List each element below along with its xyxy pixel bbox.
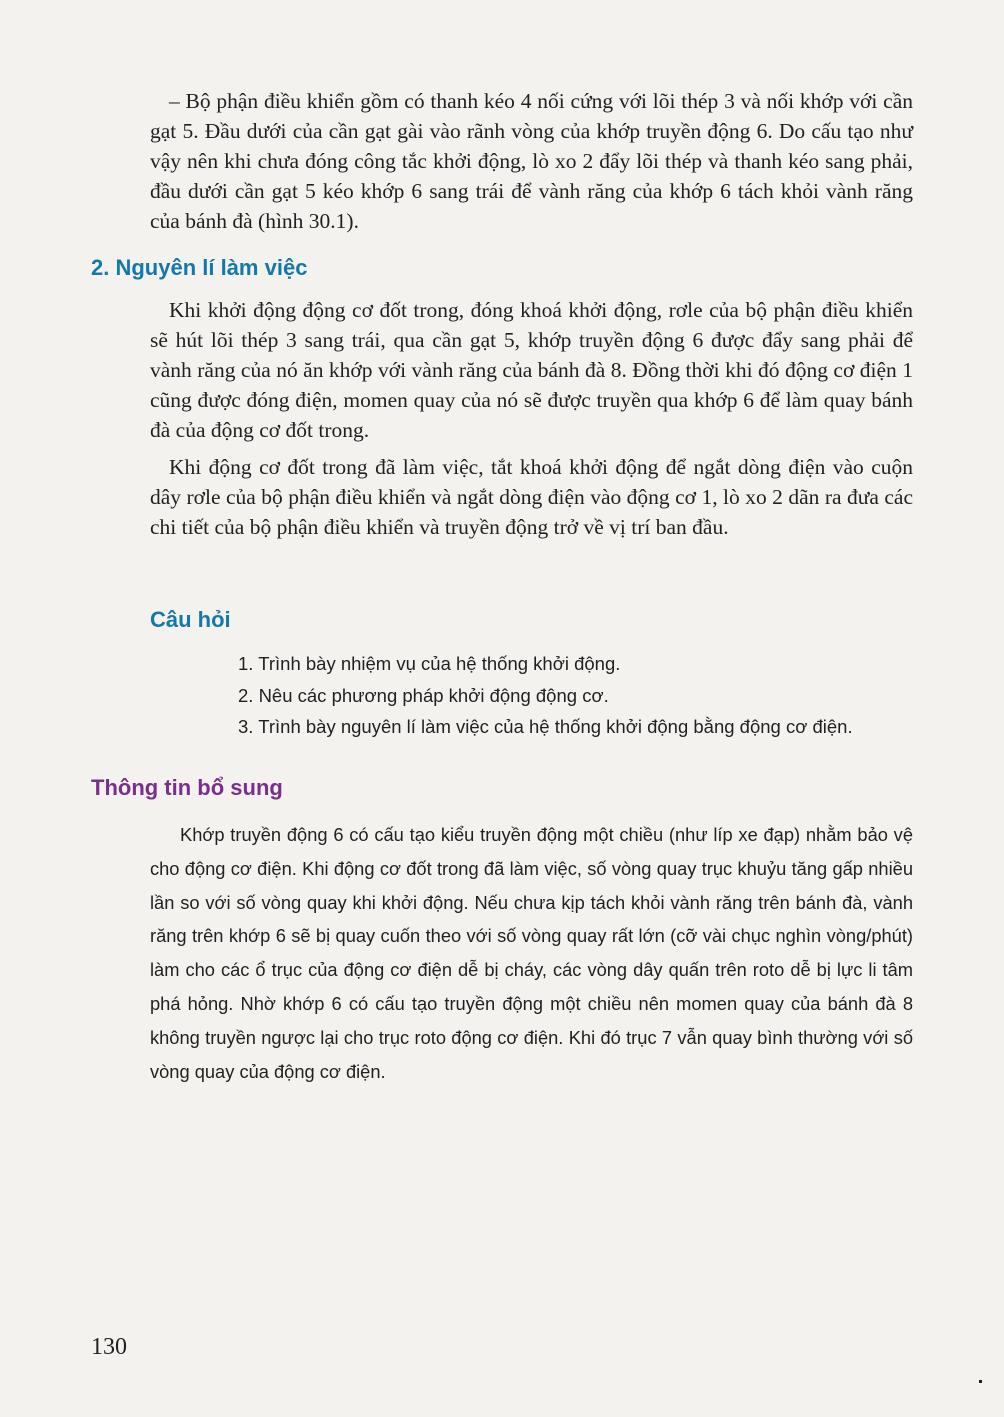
print-mark (979, 1380, 982, 1383)
question-item: 3. Trình bày nguyên lí làm việc của hệ thống khởi động bằng động cơ điện. (238, 716, 853, 737)
intro-paragraph: – Bộ phận điều khiển gồm có thanh kéo 4 nối cứng với lõi thép 3 và nối khớp với cần gạt 5. Đầu dưới của cần gạt gài vào rãnh vòng của khớp truyền động 6. Do cấu tạo như vậy nên khi chưa đóng công tắc khởi động, lò xo 2 đẩy lõi thép và thanh kéo sang phải, đầu dưới cần gạt 5 kéo khớp 6 sang trái để vành răng của khớp 6 tách khỏi vành răng của bánh đà (hình 30.1). (150, 89, 913, 233)
extra-info-paragraph: Khớp truyền động 6 có cấu tạo kiểu truyền động một chiều (như líp xe đạp) nhằm bảo vệ cho động cơ điện. Khi động cơ đốt trong đã làm việc, số vòng quay trục khuỷu tăng gấp nhiều lần so với số vòng quay khi khởi động. Nếu chưa kịp tách khỏi vành răng trên bánh đà, vành răng trên khớp 6 sẽ bị quay cuốn theo với số vòng quay rất lớn (cỡ vài chục nghìn vòng/phút) làm cho các ổ trục của động cơ điện dễ bị cháy, các vòng dây quấn trên roto dễ bị lực li tâm phá hỏng. Nhờ khớp 6 có cấu tạo truyền động một chiều nên momen quay của bánh đà 8 không truyền ngược lại cho trục roto động cơ điện. Khi đó trục 7 vẫn quay bình thường với số vòng quay của động cơ điện. (150, 824, 913, 1082)
question-item: 1. Trình bày nhiệm vụ của hệ thống khởi động. (238, 653, 621, 674)
questions-heading: Câu hỏi (150, 607, 231, 632)
question-item: 2. Nêu các phương pháp khởi động động cơ. (238, 684, 609, 706)
section-paragraph-2: Khi động cơ đốt trong đã làm việc, tắt khoá khởi động để ngắt dòng điện vào cuộn dây rơle của bộ phận điều khiển và ngắt dòng điện vào động cơ 1, lò xo 2 dãn ra đưa các chi tiết của bộ phận điều khiển và truyền động trở về vị trí ban đầu. (150, 455, 913, 539)
section-heading: 2. Nguyên lí làm việc (91, 255, 308, 280)
section-paragraph-1: Khi khởi động động cơ đốt trong, đóng khoá khởi động, rơle của bộ phận điều khiển sẽ hút lõi thép 3 sang trái, qua cần gạt 5, khớp truyền động 6 được đẩy sang phải để vành răng của nó ăn khớp với vành răng của bánh đà 8. Đồng thời khi đó động cơ điện 1 cũng được đóng điện, momen quay của nó sẽ được truyền qua khớp 6 để làm quay bánh đà của động cơ đốt trong. (150, 298, 913, 442)
extra-info-heading: Thông tin bổ sung (91, 775, 283, 800)
questions-list (238, 648, 938, 743)
page-number: 130 (91, 1334, 127, 1360)
